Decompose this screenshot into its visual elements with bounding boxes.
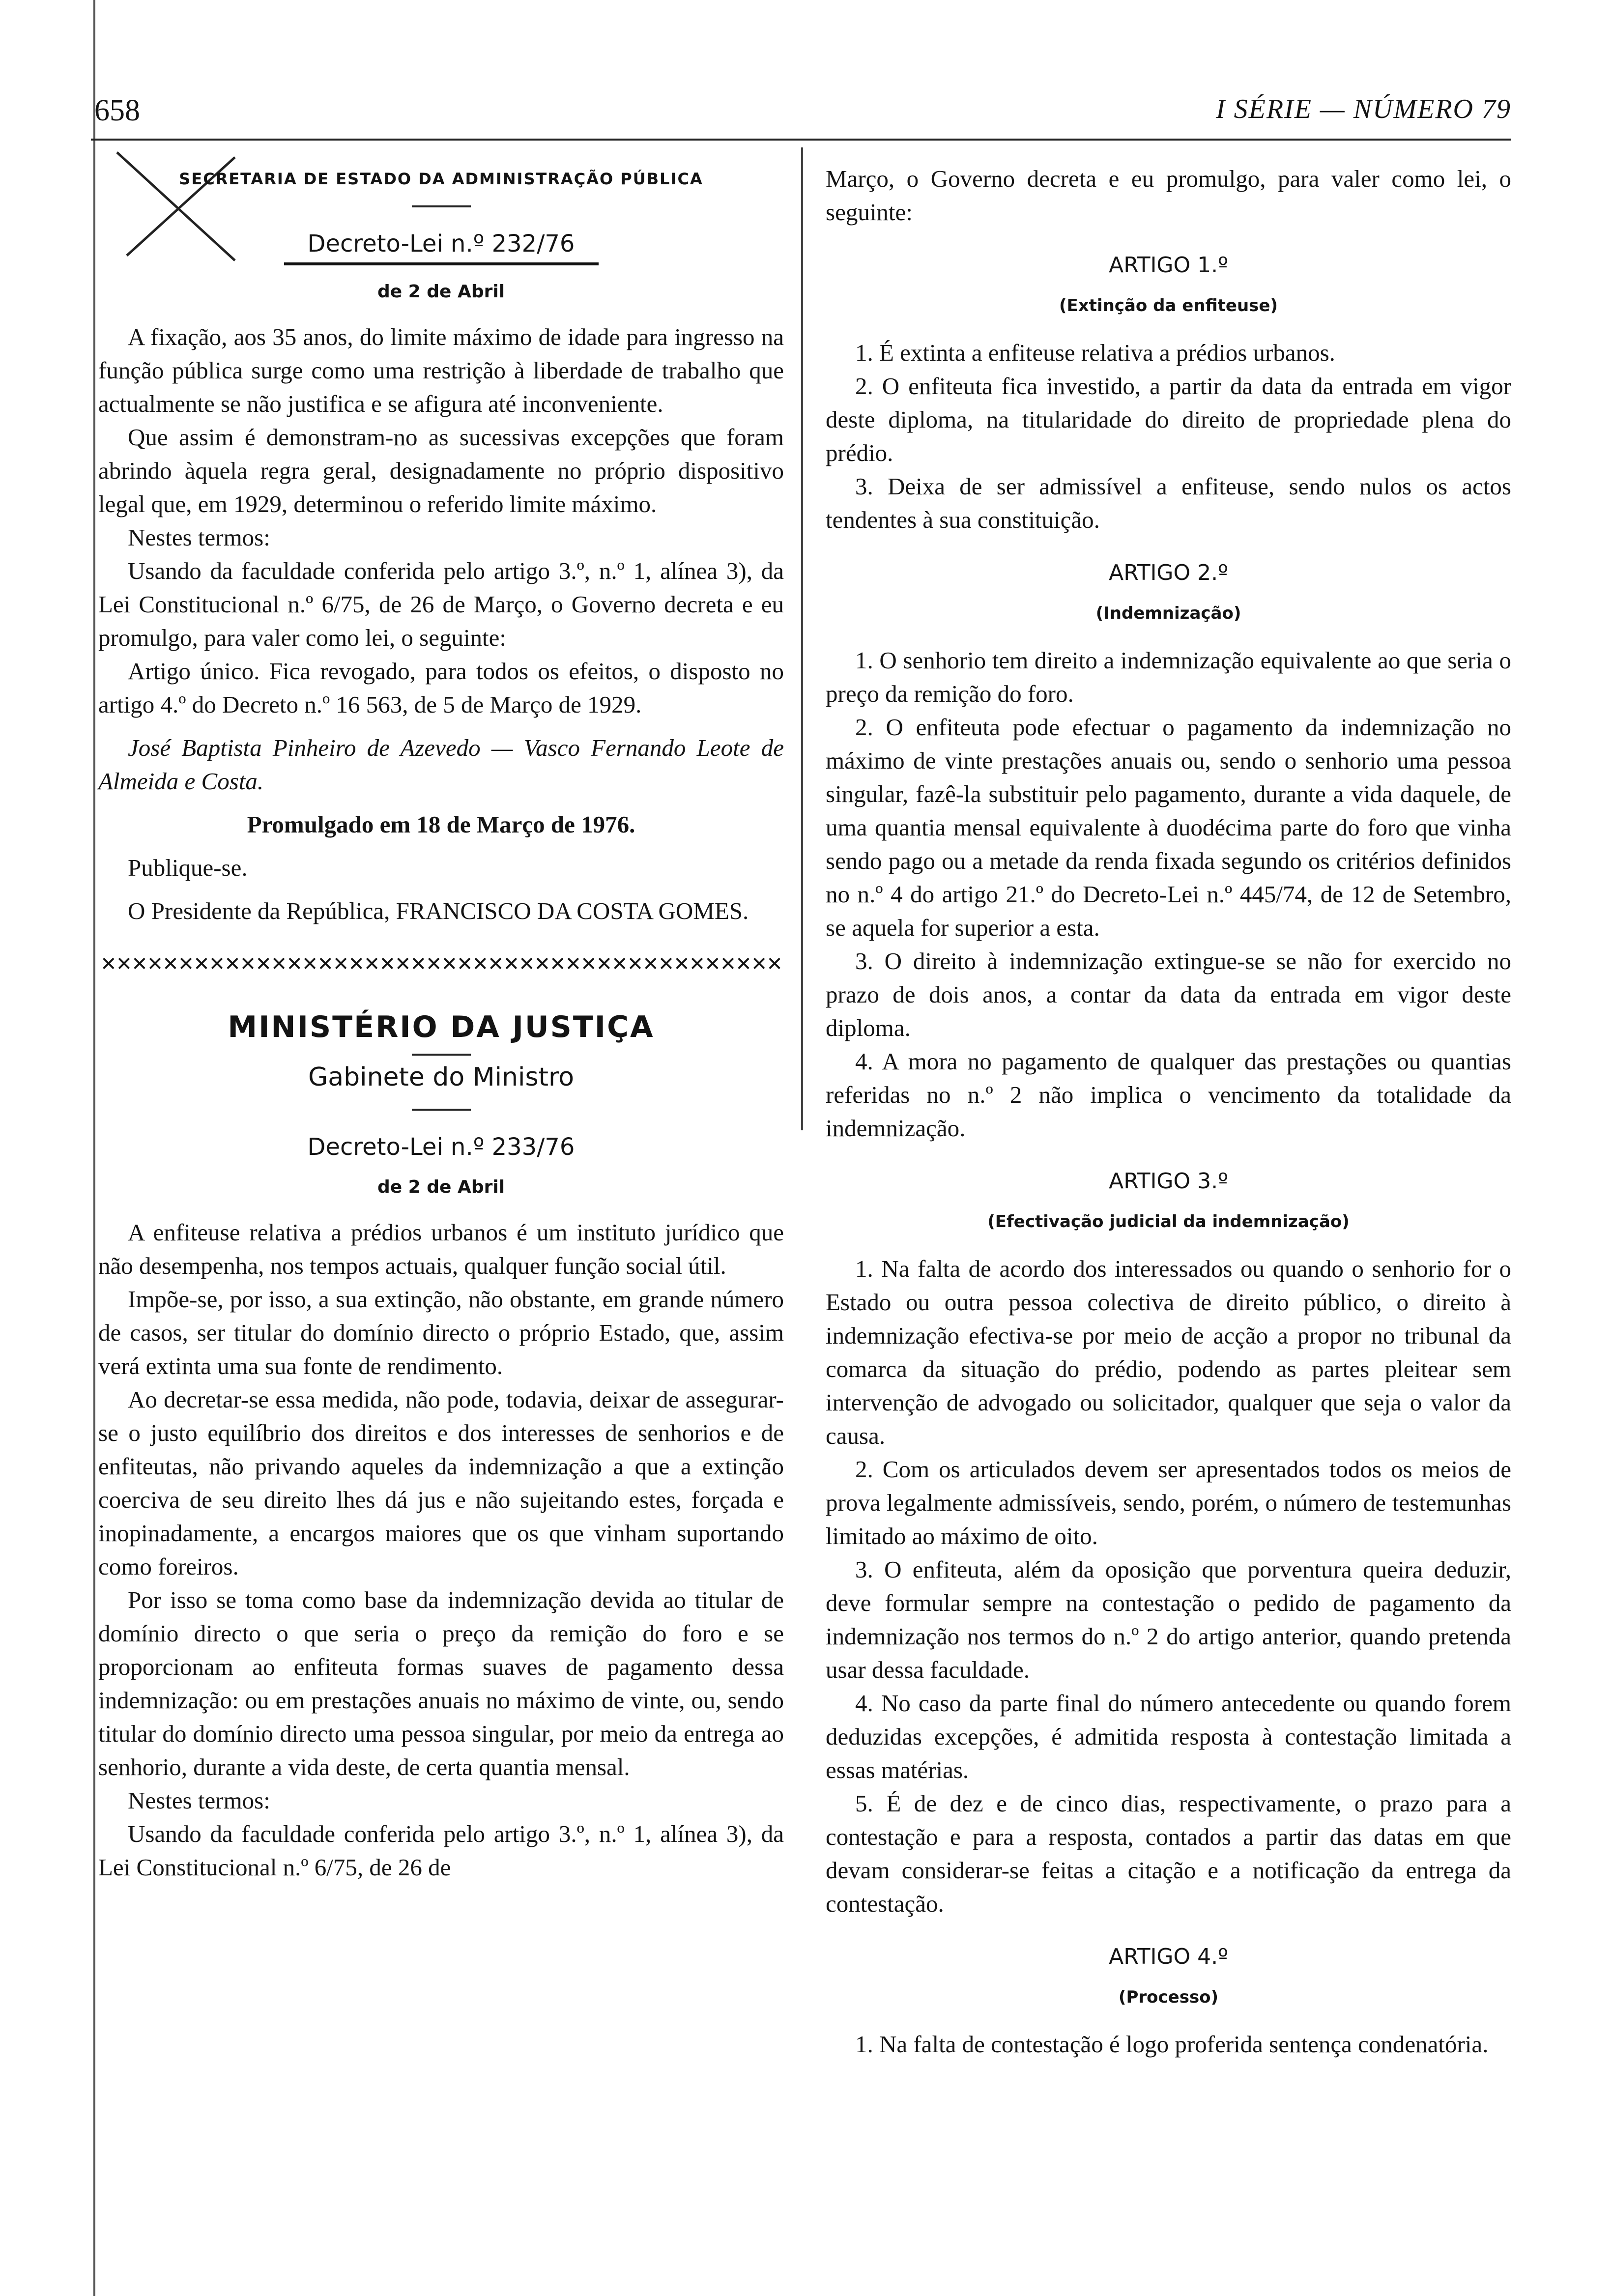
paragraph: Usando da faculdade conferida pelo artigo 3.º, n.º 1, alínea 3), da Lei Constitucional n.º 6/75, de 26 de	[98, 1820, 784, 1881]
publish-order: Publique-se.	[128, 854, 248, 881]
page-number: 658	[94, 94, 140, 127]
paragraph: Impõe-se, por isso, a sua extinção, não obstante, em grande número de casos, ser titular do domínio directo o próprio Estado, que, assim verá extinta uma sua fonte de rendimento.	[98, 1286, 784, 1379]
paragraph: Nestes termos:	[128, 1787, 270, 1814]
decree-title: Decreto-Lei n.º 233/76	[307, 1133, 575, 1161]
paragraph: 1. É extinta a enfiteuse relativa a prédios urbanos.	[855, 339, 1335, 366]
paragraph: 2. O enfiteuta fica investido, a partir da data da entrada em vigor deste diploma, na titularidade do direito de propriedade plena do prédio.	[826, 373, 1511, 466]
decree-date: de 2 de Abril	[377, 282, 505, 302]
paragraph: 2. O enfiteuta pode efectuar o pagamento da indemnização no máximo de vinte prestações anuais ou, sendo o senhorio uma pessoa singular, fazê-la substituir pelo pagamento, durante a vida daquele, de uma quantia mensal equivalente à duodécima parte do foro que vinha sendo pago ou a metade da renda fixada segundo os critérios definidos no n.º 4 do artigo 21.º do Decreto-Lei n.º 445/74, de 12 de Setembro, se aquela for superior a esta.	[826, 714, 1511, 941]
paragraph: A enfiteuse relativa a prédios urbanos é um instituto jurídico que não desempenha, nos tempos actuais, qualquer função social útil.	[98, 1219, 784, 1279]
divider	[284, 262, 599, 265]
section-title: SECRETARIA DE ESTADO DA ADMINISTRAÇÃO PÚBLICA	[179, 170, 703, 188]
paragraph: Março, o Governo decreta e eu promulgo, para valer como lei, o seguinte:	[826, 165, 1511, 226]
article-subtitle: (Extinção da enfiteuse)	[1059, 296, 1278, 316]
paragraph: 3. Deixa de ser admissível a enfiteuse, sendo nulos os actos tendentes à sua constituição.	[826, 473, 1511, 533]
article-title: ARTIGO 3.º	[1109, 1169, 1228, 1194]
paragraph: Por isso se toma como base da indemnização devida ao titular de domínio directo o que seria o preço da remição do foro e se proporcionam ao enfiteuta formas suaves de pagamento dessa indemnização: ou em prestações anuais no máximo de vinte, ou, sendo titular do domínio directo uma pessoa singular, por meio da entrega ao senhorio, durante a vida deste, de certa quantia mensal.	[98, 1586, 784, 1780]
paragraph: 3. O enfiteuta, além da oposição que porventura queira deduzir, deve formular sempre na contestação o pedido de pagamento da indemnização nos termos do n.º 2 do artigo anterior, quando pretenda usar dessa faculdade.	[826, 1556, 1511, 1683]
decree-title: Decreto-Lei n.º 232/76	[307, 230, 575, 258]
paragraph: 2. Com os articulados devem ser apresentados todos os meios de prova legalmente admissíveis, sendo, porém, o número de testemunhas limitado ao máximo de oito.	[826, 1456, 1511, 1550]
left-column	[98, 162, 784, 1884]
paragraph: 4. A mora no pagamento de qualquer das prestações ou quantias referidas no n.º 2 não implica o vencimento da totalidade da indemnização.	[826, 1048, 1511, 1142]
president-signature: O Presidente da República, FRANCISCO DA COSTA GOMES.	[128, 897, 749, 924]
article-subtitle: (Indemnização)	[1095, 603, 1241, 623]
paragraph: 3. O direito à indemnização extingue-se se não for exercido no prazo de dois anos, a contar da data da entrada em vigor deste diploma.	[826, 947, 1511, 1041]
paragraph: 1. Na falta de acordo dos interessados ou quando o senhorio for o Estado ou outra pessoa colectiva de direito público, o direito à indemnização efectiva-se por meio de acção a propor no tribunal da comarca da situação do prédio, podendo as partes pleitear sem intervenção de advogado ou solicitador, qualquer que seja o valor da causa.	[826, 1255, 1511, 1449]
paragraph: Que assim é demonstram-no as sucessivas excepções que foram abrindo àquela regra geral, designadamente no próprio dispositivo legal que, em 1929, determinou o referido limite máximo.	[98, 424, 784, 517]
divider	[412, 1109, 471, 1111]
paragraph: 1. O senhorio tem direito a indemnização equivalente ao que seria o preço da remição do foro.	[826, 647, 1511, 707]
right-column	[826, 162, 1511, 2061]
paragraph: A fixação, aos 35 anos, do limite máximo de idade para ingresso na função pública surge como uma restrição à liberdade de trabalho que actualmente se não justifica e se afigura até inconveniente.	[98, 323, 784, 417]
margin-line	[93, 0, 95, 2296]
series-number: I SÉRIE — NÚMERO 79	[1215, 94, 1511, 124]
paragraph: Artigo único. Fica revogado, para todos os efeitos, o disposto no artigo 4.º do Decreto n.º 16 563, de 5 de Março de 1929.	[98, 658, 784, 718]
paragraph: Ao decretar-se essa medida, não pode, todavia, deixar de assegurar-se o justo equilíbrio dos direitos e dos interesses de senhorios e de enfiteutas, não privando aqueles da indemnização a que a extinção coerciva de seu direito lhes dá jus e não sujeitando estes, forçada e inopinadamente, a encargos maiores que os que vinham suportando como foreiros.	[98, 1386, 784, 1580]
article-subtitle: (Processo)	[1118, 1987, 1219, 2007]
paragraph: Usando da faculdade conferida pelo artigo 3.º, n.º 1, alínea 3), da Lei Constitucional n.º 6/75, de 26 de Março, o Governo decreta e eu promulgo, para valer como lei, o seguinte:	[98, 557, 784, 651]
paragraph: 5. É de dez e de cinco dias, respectivamente, o prazo para a contestação e para a resposta, contados a partir das datas em que devam considerar-se feitas a citação e a notificação da entrega da contestação.	[826, 1790, 1511, 1917]
column-divider	[801, 147, 803, 1130]
promulgation: Promulgado em 18 de Março de 1976.	[247, 811, 635, 838]
article-title: ARTIGO 2.º	[1109, 560, 1228, 585]
cabinet-title: Gabinete do Ministro	[308, 1062, 575, 1092]
paragraph: 4. No caso da parte final do número antecedente ou quando forem deduzidas excepções, é admitida resposta à contestação limitada a essas matérias.	[826, 1690, 1511, 1783]
divider	[412, 1054, 471, 1056]
paragraph: Nestes termos:	[128, 524, 270, 551]
article-title: ARTIGO 4.º	[1109, 1944, 1228, 1969]
ministry-title: MINISTÉRIO DA JUSTIÇA	[228, 1010, 655, 1044]
divider	[412, 205, 471, 207]
article-title: ARTIGO 1.º	[1109, 253, 1228, 278]
decree-date: de 2 de Abril	[377, 1177, 505, 1197]
signatures: José Baptista Pinheiro de Azevedo — Vasco Fernando Leote de Almeida e Costa.	[98, 734, 784, 795]
article-subtitle: (Efectivação judicial da indemnização)	[987, 1212, 1350, 1232]
header-rule	[91, 139, 1511, 141]
ornament-divider: ✕✕✕✕✕✕✕✕✕✕✕✕✕✕✕✕✕✕✕✕✕✕✕✕✕✕✕✕✕✕✕✕✕✕✕✕✕✕✕✕✕✕✕✕	[100, 953, 782, 976]
paragraph: 1. Na falta de contestação é logo proferida sentença condenatória.	[855, 2031, 1489, 2058]
